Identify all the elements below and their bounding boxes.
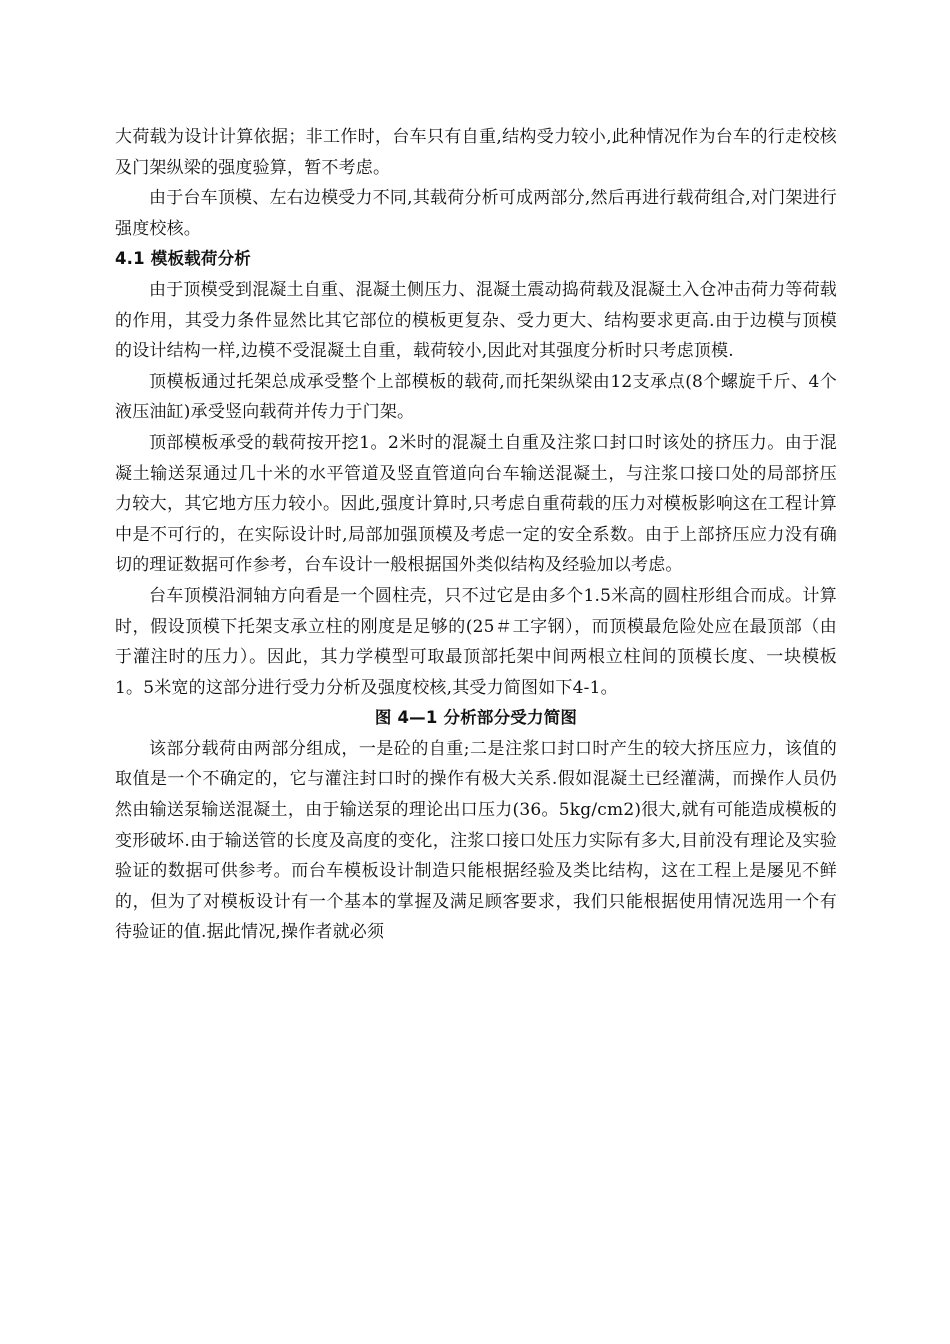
paragraph-load-composition: 该部分载荷由两部分组成，一是砼的自重;二是注浆口封口时产生的较大挤压应力，该值的取值是一个不确定的，它与灌注封口时的操作有极大关系.假如混凝土已经灌满，而操作人员仍然由输送泵输送混凝土，由于输送泵的理论出口压力(36。5kg/cm2)很大,就有可能造成模板的变形破坏.由于输送管的长度及高度的变化，注浆口接口处压力实际有多大,目前没有理论及实验验证的数据可供参考。而台车模板设计制造只能根据经验及类比结构，这在工程上是屡见不鲜的，但为了对模板设计有一个基本的掌握及满足顾客要求，我们只能根据使用情况选用一个有待验证的值.据此情况,操作者就必须 <box>115 738 837 943</box>
paragraph-top-form-loads: 由于顶模受到混凝土自重、混凝土侧压力、混凝土震动捣荷载及混凝土入仓冲击荷力等荷载的作用，其受力条件显然比其它部位的模板更复杂、受力更大、结构要求更高.由于边模与顶模的设计结构一样,边模不受混凝土自重，载荷较小,因此对其强度分析时只考虑顶模. <box>115 279 837 362</box>
figure-caption: 图 4—1 分析部分受力简图 <box>374 708 578 728</box>
paragraph-continued: 大荷载为设计计算依据；非工作时，台车只有自重,结构受力较小,此种情况作为台车的行走校核及门架纵梁的强度验算，暂不考虑。 <box>115 127 837 178</box>
paragraph-support-points: 顶模板通过托架总成承受整个上部模板的载荷,而托架纵梁由12支承点(8个螺旋千斤、4个液压油缸)承受竖向载荷并传力于门架。 <box>115 371 837 423</box>
document-body <box>115 122 837 948</box>
paragraph-mechanical-model: 台车顶模沿洞轴方向看是一个圆柱壳，只不过它是由多个1.5米高的圆柱形组合而成。计算时，假设顶模下托架支承立柱的刚度是足够的(25＃工字钢），而顶模最危险处应在最顶部（由于灌注时的压力）。因此，其力学模型可取最顶部托架中间两根立柱间的顶模长度、一块模板1。5米宽的这部分进行受力分析及强度校核,其受力简图如下4-1。 <box>115 585 837 698</box>
paragraph-top-form-pressure: 顶部模板承受的载荷按开挖1。2米时的混凝土自重及注浆口封口时该处的挤压力。由于混凝土输送泵通过几十米的水平管道及竖直管道向台车输送混凝土，与注浆口接口处的局部挤压力较大，其它地方压力较小。因此,强度计算时,只考虑自重荷载的压力对模板影响这在工程计算中是不可行的，在实际设计时,局部加强顶模及考虑一定的安全系数。由于上部挤压应力没有确切的理证数据可作参考，台车设计一般根据国外类似结构及经验加以考虑。 <box>115 432 837 576</box>
paragraph-load-analysis-intro: 由于台车顶模、左右边模受力不同,其载荷分析可成两部分,然后再进行载荷组合,对门架进行强度校核。 <box>115 188 837 239</box>
section-heading: 4.1 模板载荷分析 <box>115 249 251 269</box>
